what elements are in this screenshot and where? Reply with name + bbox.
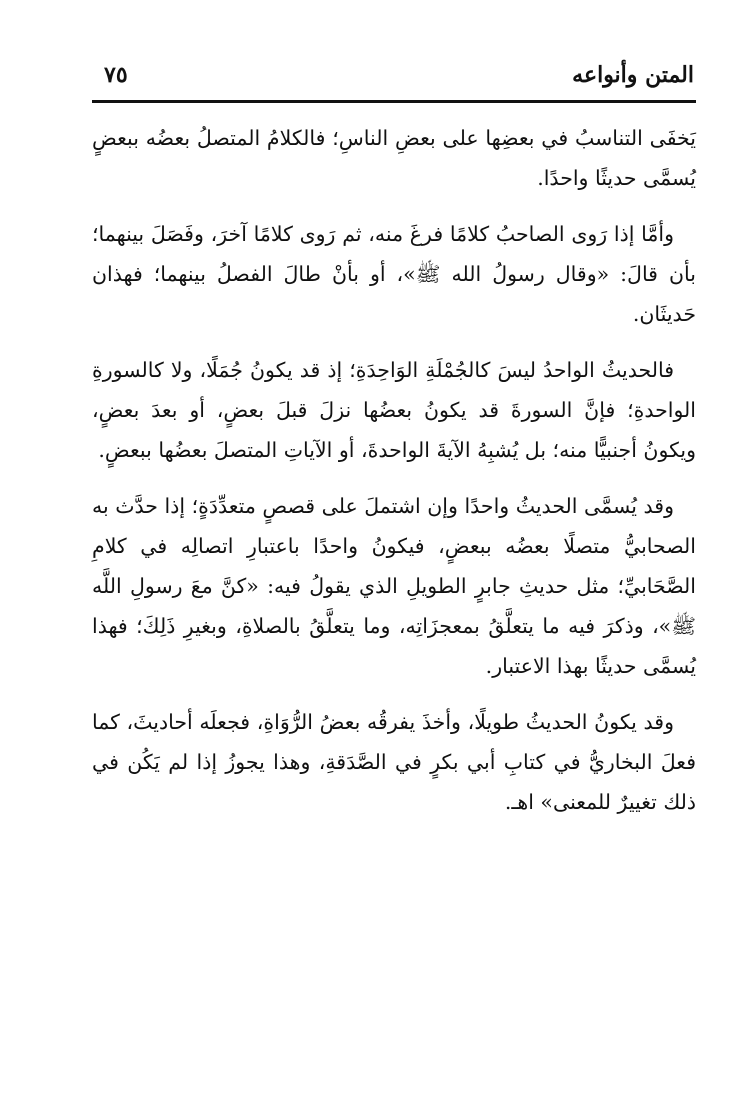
paragraph-1: يَخفَى التناسبُ في بعضِها على بعضِ الناسِ؛ فالكلامُ المتصلُ بعضُه ببعضٍ يُسمَّى حديثًا واحدًا. — [92, 126, 696, 190]
running-title: المتن وأنواعه — [572, 62, 694, 88]
page-number: ٧٥ — [104, 62, 128, 88]
paragraph-2: وأمَّا إذا رَوى الصاحبُ كلامًا فرغَ منه، ثم رَوى كلامًا آخرَ، وفَصَلَ بينهما؛ بأن قالَ: «وقال رسولُ الله ﷺ»، أو بأنْ طالَ الفصلُ بينهما؛ فهذان حَديثَان. — [92, 222, 696, 326]
paragraph-5: وقد يكونُ الحديثُ طويلًا، وأخذَ يفرقُه بعضُ الرُّوَاةِ، فجعلَه أحاديثَ، كما فعلَ البخاريُّ في كتابِ أبي بكرٍ في الصَّدَقةِ، وهذا يجوزُ إذا لم يَكُن في ذلك تغييرٌ للمعنى» اهـ. — [92, 710, 696, 814]
paragraph-4: وقد يُسمَّى الحديثُ واحدًا وإن اشتملَ على قصصٍ متعدِّدَةٍ؛ إذا حدَّث به الصحابيُّ متصلًا بعضُه ببعضٍ، فيكونُ واحدًا باعتبارِ اتصالِه في كلامِ الصَّحَابيِّ؛ مثل حديثِ جابرٍ الطويلِ الذي يقولُ فيه: «كنَّ معَ رسولِ اللَّه ﷺ»، وذكرَ فيه ما يتعلَّقُ بمعجزَاتِه، وما يتعلَّقُ بالصلاةِ، وبغيرِ ذَلِكَ؛ فهذا يُسمَّى حديثًا بهذا الاعتبار. — [92, 494, 696, 678]
running-header — [94, 58, 694, 98]
paragraph-3: فالحديثُ الواحدُ ليسَ كالجُمْلَةِ الوَاحِدَةِ؛ إذ قد يكونُ جُمَلًا، ولا كالسورةِ الواحدةِ؛ فإنَّ السورةَ قد يكونُ بعضُها نزلَ قبلَ بعضٍ، أو بعدَ بعضٍ، ويكونُ أجنبيًّا منه؛ بل يُشبِهُ الآيةَ الواحدةَ، أو الآياتِ المتصلَ بعضُها ببعضٍ. — [92, 358, 696, 462]
body-text — [92, 118, 696, 838]
header-rule — [92, 100, 696, 103]
